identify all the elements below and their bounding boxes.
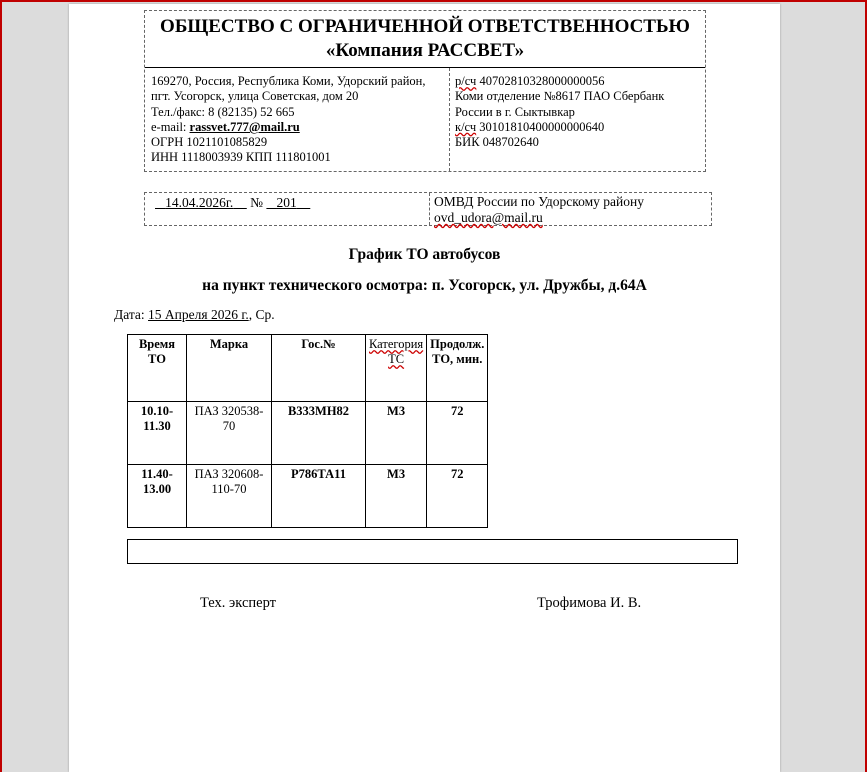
header-time: Время ТО — [128, 335, 187, 402]
cell-duration: 72 — [427, 465, 488, 528]
phone: Тел./факс: 8 (82135) 52 665 — [151, 104, 295, 119]
cell-plate: Р786ТА11 — [272, 465, 366, 528]
outgoing-ref — [155, 195, 310, 211]
date-value: 15 Апреля 2026 г. — [148, 307, 249, 322]
table-row — [128, 465, 488, 528]
document-title: График ТО автобусов — [348, 246, 501, 263]
header-divider — [449, 68, 450, 171]
table-header-row — [128, 335, 488, 402]
window-frame-top — [0, 0, 867, 2]
inn-kpp: ИНН 1118003939 КПП 111801001 — [151, 150, 331, 165]
company-line-1: ОБЩЕСТВО С ОГРАНИЧЕННОЙ ОТВЕТСТВЕННОСТЬЮ — [160, 16, 690, 37]
ref-date: 14.04.2026г. — [165, 195, 234, 210]
correspondent-account — [455, 120, 700, 135]
signature-name: Трофимова И. В. — [537, 595, 642, 611]
bank-branch-1: Коми отделение №8617 ПАО Сбербанк — [455, 89, 665, 104]
rs-value: 40702810328000000056 — [476, 74, 605, 88]
rs-label: р/сч — [455, 74, 477, 88]
ref-no-label: № — [250, 195, 264, 210]
signature-role: Тех. эксперт — [200, 595, 276, 611]
empty-text-box[interactable] — [127, 539, 738, 564]
bik: БИК 048702640 — [455, 135, 539, 150]
ks-label: к/сч — [455, 119, 477, 134]
cell-brand: ПАЗ 320538-70 — [187, 402, 272, 465]
bank-details — [455, 74, 700, 150]
cell-category: М3 — [366, 465, 427, 528]
reference-block — [144, 192, 712, 226]
document-page[interactable] — [69, 4, 780, 772]
address-line-1: 169270, Россия, Республика Коми, Удорский район, — [151, 74, 426, 88]
recipient-email: ovd_udora@mail.ru — [434, 210, 543, 225]
header-plate: Гос.№ — [272, 335, 366, 402]
cell-duration: 72 — [427, 402, 488, 465]
cell-category: М3 — [366, 402, 427, 465]
bank-branch-2: России в г. Сыктывкар — [455, 104, 575, 119]
email-link[interactable]: rassvet.777@mail.ru — [189, 119, 300, 134]
ref-divider — [429, 193, 430, 225]
company-name — [145, 11, 705, 68]
settlement-account — [455, 74, 700, 89]
email-label: e-mail: — [151, 119, 190, 134]
header-duration: Продолж. ТО, мин. — [427, 335, 488, 402]
recipient-name: ОМВД России по Удорскому району — [434, 194, 644, 209]
address-line-2: пгт. Усогорск, улица Советская, дом 20 — [151, 89, 359, 104]
ref-number: 201 — [276, 195, 297, 210]
schedule-table — [127, 334, 488, 528]
header-brand: Марка — [187, 335, 272, 402]
company-line-2: «Компания РАССВЕТ» — [325, 40, 525, 61]
window-frame-left — [0, 0, 2, 772]
document-subtitle: на пункт технического осмотра: п. Усогорск, ул. Дружбы, д.64А — [202, 277, 647, 294]
cell-time: 11.40-13.00 — [128, 465, 187, 528]
table-row — [128, 402, 488, 465]
cell-time: 10.10-11.30 — [128, 402, 187, 465]
date-label: Дата: — [114, 307, 149, 322]
ks-value: 30101810400000000640 — [476, 119, 605, 134]
recipient — [434, 194, 704, 226]
company-address — [151, 74, 451, 166]
letterhead — [144, 10, 706, 172]
date-line — [114, 307, 275, 323]
cell-brand: ПАЗ 320608-110-70 — [187, 465, 272, 528]
ogrn: ОГРН 1021101085829 — [151, 135, 268, 150]
header-category: Категория ТС — [366, 335, 427, 402]
cell-plate: В333МН82 — [272, 402, 366, 465]
date-suffix: , Ср. — [248, 307, 275, 322]
email-line — [151, 120, 451, 135]
